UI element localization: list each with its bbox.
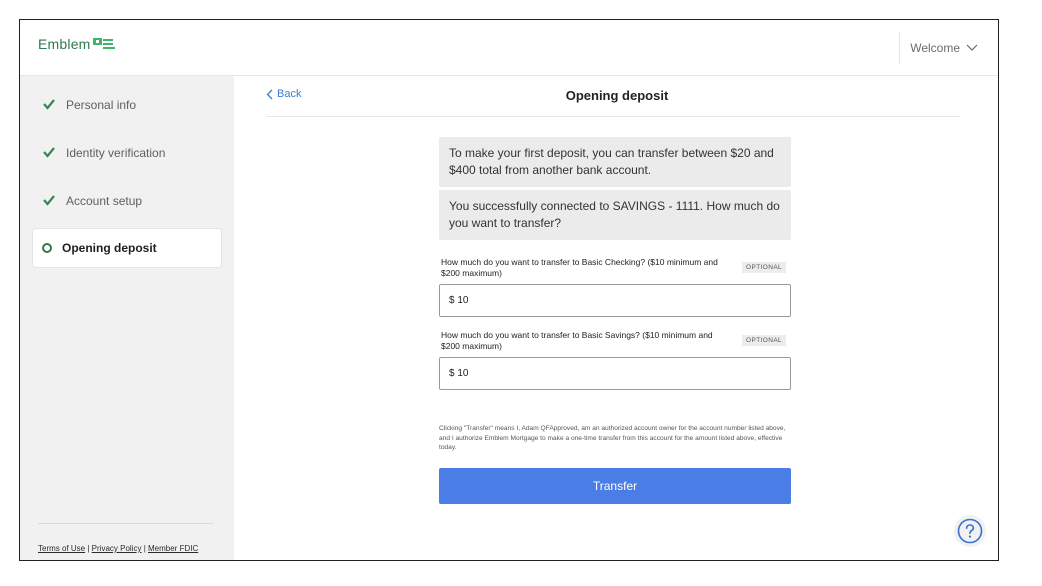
help-button[interactable] bbox=[954, 515, 986, 547]
checking-amount-input[interactable]: $ 10 bbox=[439, 284, 791, 317]
sidebar bbox=[20, 76, 234, 561]
optional-badge: OPTIONAL bbox=[742, 335, 786, 346]
welcome-menu[interactable] bbox=[899, 32, 998, 64]
info-message-transfer-range: To make your first deposit, you can transfer between $20 and $400 total from another bank account. bbox=[439, 137, 791, 187]
back-label: Back bbox=[277, 88, 302, 100]
step-account-setup[interactable] bbox=[32, 181, 222, 221]
step-label: Personal info bbox=[66, 98, 137, 112]
step-identity-verification[interactable] bbox=[32, 133, 222, 173]
check-icon bbox=[42, 97, 58, 113]
app-window bbox=[19, 19, 999, 561]
footer-links bbox=[38, 544, 198, 553]
brand-name: Emblem bbox=[38, 36, 91, 52]
step-personal-info[interactable] bbox=[32, 85, 222, 125]
savings-amount-input[interactable]: $ 10 bbox=[439, 357, 791, 390]
help-icon bbox=[957, 518, 983, 544]
logo-icon bbox=[93, 37, 113, 51]
header bbox=[20, 20, 998, 76]
transfer-button[interactable]: Transfer bbox=[439, 468, 791, 504]
info-message-connected-account: You successfully connected to SAVINGS - 1111. How much do you want to transfer? bbox=[439, 190, 791, 240]
footer-separator: | bbox=[143, 544, 146, 553]
step-opening-deposit[interactable] bbox=[32, 228, 222, 268]
welcome-label: Welcome bbox=[910, 41, 960, 55]
chevron-down-icon bbox=[966, 41, 978, 55]
step-label: Account setup bbox=[66, 194, 143, 208]
brand-logo[interactable] bbox=[38, 36, 113, 52]
step-label: Opening deposit bbox=[62, 241, 157, 255]
savings-amount-label: How much do you want to transfer to Basic Savings? ($10 minimum and $200 maximum) bbox=[441, 330, 713, 351]
check-icon bbox=[42, 193, 58, 209]
main-content bbox=[234, 76, 999, 561]
footer-separator: | bbox=[87, 544, 90, 553]
terms-link[interactable]: Terms of Use bbox=[38, 544, 86, 553]
transfer-disclaimer: Clicking "Transfer" means I, Adam QFApproved, am an authorized account owner for the account number listed above, and I authorize Emblem Mortgage to make a one-time transfer from this account for the amount listed above, effective today. bbox=[439, 425, 786, 451]
footer-divider bbox=[38, 523, 213, 524]
optional-badge: OPTIONAL bbox=[742, 262, 786, 273]
privacy-link[interactable]: Privacy Policy bbox=[91, 544, 142, 553]
fdic-link[interactable]: Member FDIC bbox=[148, 544, 199, 553]
check-icon bbox=[42, 145, 58, 161]
checking-amount-label: How much do you want to transfer to Basic Checking? ($10 minimum and $200 maximum) bbox=[441, 257, 718, 278]
page-title: Opening deposit bbox=[565, 88, 669, 103]
title-divider bbox=[266, 116, 960, 117]
circle-outline-icon bbox=[42, 243, 52, 253]
step-label: Identity verification bbox=[66, 146, 166, 160]
